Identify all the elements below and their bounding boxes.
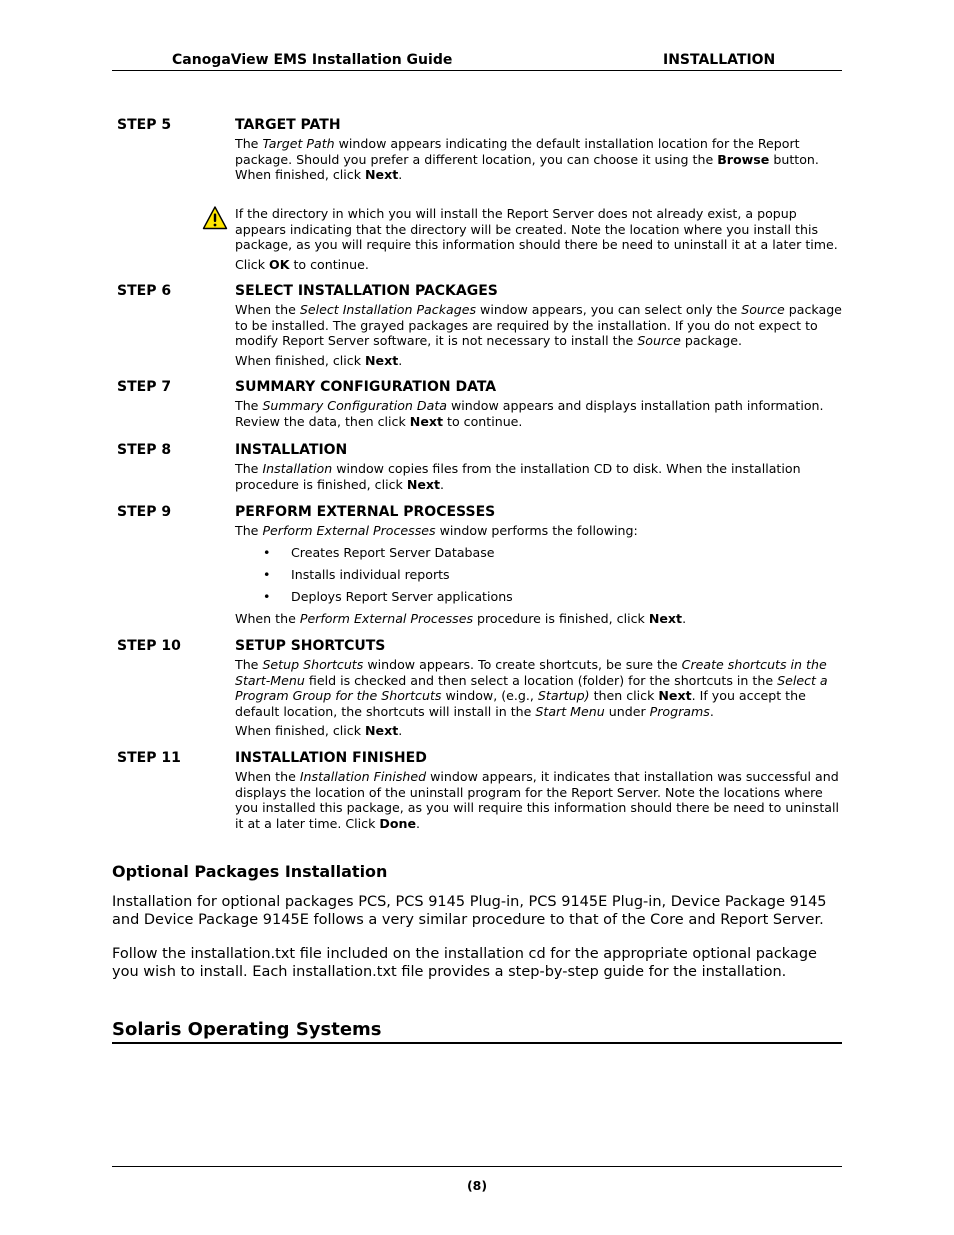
list-item: • Installs individual reports (263, 566, 450, 582)
step-body (235, 657, 844, 739)
step-number: STEP 11 (117, 750, 181, 766)
step-title: INSTALLATION FINISHED (235, 750, 427, 766)
step-paragraph: The Perform External Processes window performs the following: (235, 523, 638, 538)
heading-rule (112, 1042, 842, 1044)
step-body (235, 769, 844, 831)
step-title: SUMMARY CONFIGURATION DATA (235, 379, 497, 395)
page-number: (8) (466, 1178, 488, 1193)
bullet-icon: • (263, 544, 271, 560)
step-paragraph: When the Perform External Processes procedure is finished, click Next. (235, 610, 687, 626)
step-body (235, 136, 844, 183)
optional-packages-paragraph-1: Installation for optional packages PCS, PCS 9145 Plug-in, PCS 9145E Plug-in, Device Package 9145 and Device Package 9145E follows a very similar procedure to that of the Core and Report Server. (112, 894, 827, 928)
step-number: STEP 5 (117, 117, 172, 133)
warning-note (235, 206, 845, 272)
step-paragraph: The Setup Shortcuts window appears. To create shortcuts, be sure the Create shortcuts in the Start-Menu field is checked and then select a location (folder) for the shortcuts in the Select a Program Group for the Shortcuts window, (e.g., Startup) then click Next. If you accept the default location, the shortcuts will install in the Start Menu under Programs. (235, 657, 828, 719)
header-rule (112, 70, 842, 71)
step-title: PERFORM EXTERNAL PROCESSES (235, 504, 496, 520)
step-paragraph: The Summary Configuration Data window appears and displays installation path information. Review the data, then click Next to continue. (235, 398, 824, 429)
step-paragraph: When finished, click Next. (235, 723, 403, 739)
optional-packages-paragraph-2: Follow the installation.txt file included on the installation cd for the appropriate optional package you wish to install. Each installation.txt file provides a step-by-step guide for the installation. (112, 946, 817, 980)
footer-rule (112, 1166, 842, 1167)
step-paragraph: The Target Path window appears indicating the default installation location for the Report package. Should you prefer a different location, you can choose it using the Browse button. When finished, click Next. (235, 136, 819, 183)
step-body (235, 398, 844, 429)
step-title: SETUP SHORTCUTS (235, 638, 386, 654)
step-title: SELECT INSTALLATION PACKAGES (235, 283, 498, 299)
bullet-list (235, 545, 844, 611)
header-guide-title: CanogaView EMS Installation Guide (172, 52, 453, 68)
bullet-icon: • (263, 588, 271, 604)
bullet-icon: • (263, 566, 271, 582)
warning-text: If the directory in which you will install the Report Server does not already exist, a popup appears indicating that the directory will be created. Note the location where you install this package, as you will require this information should there be need to uninstall it at a later time. (235, 206, 838, 253)
list-item: • Creates Report Server Database (263, 544, 495, 560)
step-paragraph: The Installation window copies files from the installation CD to disk. When the installation procedure is finished, click Next. (235, 461, 801, 492)
step-number: STEP 9 (117, 504, 172, 520)
step-number: STEP 7 (117, 379, 172, 395)
warning-icon (202, 205, 228, 231)
step-title: INSTALLATION (235, 442, 348, 458)
step-paragraph: When the Installation Finished window appears, it indicates that installation was successful and displays the location of the uninstall program for the Report Server. Note the locations where you installed this package, as you will require this information should there be need to uninstall it at a later time. Click Done. (235, 769, 839, 831)
step-paragraph: When finished, click Next. (235, 352, 403, 368)
list-item: • Deploys Report Server applications (263, 588, 513, 604)
optional-packages-heading: Optional Packages Installation (112, 862, 388, 881)
warning-click-text: Click OK to continue. (235, 256, 369, 272)
step-number: STEP 8 (117, 442, 172, 458)
step-paragraph: When the Select Installation Packages window appears, you can select only the Source package to be installed. The grayed packages are required by the installation. If you do not expect to modify Report Server software, it is not necessary to install the Source package. (235, 302, 842, 349)
step-number: STEP 6 (117, 283, 172, 299)
step-body (235, 461, 844, 492)
header-section-title: INSTALLATION (663, 52, 776, 68)
step-body (235, 302, 844, 368)
step-body (235, 523, 844, 626)
step-title: TARGET PATH (235, 117, 341, 133)
step-number: STEP 10 (117, 638, 181, 654)
solaris-heading: Solaris Operating Systems (112, 1019, 382, 1040)
